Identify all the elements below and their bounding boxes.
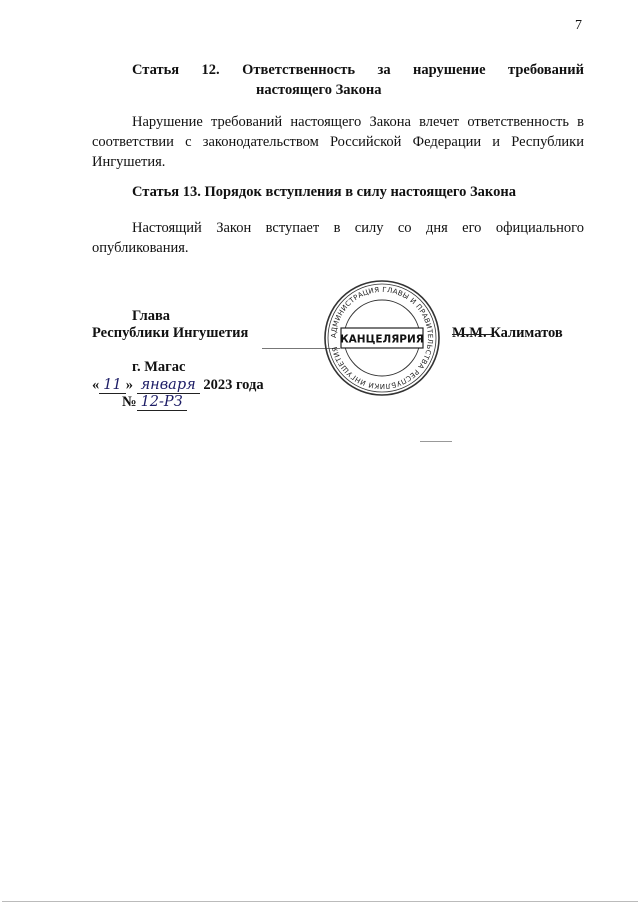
number-value: 12-РЗ bbox=[137, 394, 187, 411]
article-13-heading: Статья 13. Порядок вступления в силу настоящего Закона bbox=[132, 184, 516, 200]
number-sign: № bbox=[122, 394, 137, 410]
heading-word: Статья bbox=[132, 62, 180, 78]
signatory-region: Республики Ингушетия bbox=[92, 325, 249, 341]
scan-mark bbox=[2, 901, 638, 902]
heading-word: нарушение bbox=[413, 62, 486, 78]
signatory-title: Глава bbox=[132, 308, 171, 324]
stamp-center-text: КАНЦЕЛЯРИЯ bbox=[340, 333, 424, 346]
date-day: 11 bbox=[99, 377, 125, 394]
date-close-quote: » bbox=[125, 377, 133, 393]
date-open-quote: « bbox=[92, 377, 100, 393]
scan-mark bbox=[420, 441, 452, 442]
page-number: 7 bbox=[575, 18, 582, 33]
heading-word: требований bbox=[508, 62, 584, 78]
article-12-heading bbox=[132, 60, 584, 80]
heading-word: Ответственность bbox=[242, 62, 356, 78]
stamp-ring-text: АДМИНИСТРАЦИЯ ГЛАВЫ И ПРАВИТЕЛЬСТВА РЕСПУБЛИКИ ИНГУШЕТИЯ bbox=[329, 285, 435, 391]
heading-word: 12. bbox=[201, 62, 220, 78]
article-12-text: Нарушение требований настоящего Закона влечет ответственность в соответствии с законодательством Российской Федерации и Республики Ингушетия. bbox=[92, 114, 584, 170]
name-strike-mark bbox=[452, 334, 494, 335]
date-month: января bbox=[137, 377, 200, 394]
law-number bbox=[122, 392, 187, 412]
signing-city: г. Магас bbox=[132, 359, 186, 375]
article-12-heading-line2: настоящего Закона bbox=[256, 82, 382, 98]
chancery-stamp bbox=[322, 278, 442, 398]
signatory-name: М.М. Калиматов bbox=[452, 325, 563, 341]
date-year: 2023 года bbox=[203, 377, 264, 393]
article-13-text: Настоящий Закон вступает в силу со дня его официального опубликования. bbox=[92, 220, 584, 256]
heading-word: за bbox=[377, 62, 391, 78]
